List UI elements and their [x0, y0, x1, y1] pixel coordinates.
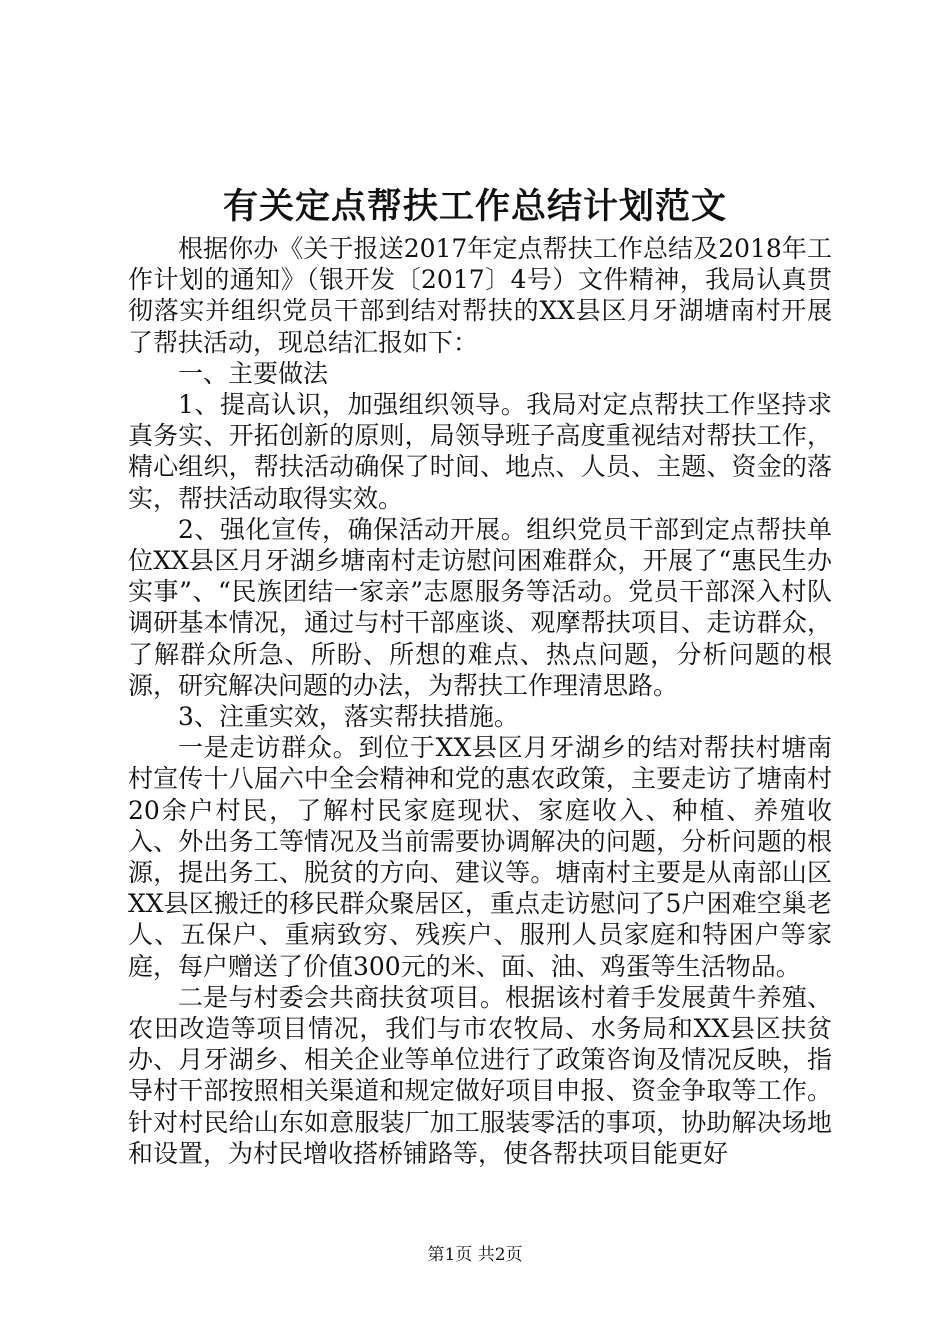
paragraph-poverty-projects: 二是与村委会共商扶贫项目。根据该村着手发展黄牛养殖、农田改造等项目情况，我们与市农牧局、水务局和XX县区扶贫办、月牙湖乡、相关企业等单位进行了政策咨询及情况反映，指导村干部按照相关渠道和规定做好项目申报、资金争取等工作。针对村民给山东如意服装厂加工服装零活的事项，协助解决场地和设置，为村民增收搭桥铺路等，使各帮扶项目能更好	[128, 982, 832, 1168]
paragraph-visit-villagers: 一是走访群众。到位于XX县区月牙湖乡的结对帮扶村塘南村宣传十八届六中全会精神和党的惠农政策，主要走访了塘南村20余户村民，了解村民家庭现状、家庭收入、种植、养殖收入、外出务工等情况及当前需要协调解决的问题，分析问题的根源，提出务工、脱贫的方向、建议等。塘南村主要是从南部山区XX县区搬迁的移民群众聚居区，重点走访慰问了5户困难空巢老人、五保户、重病致穷、残疾户、服刑人员家庭和特困户等家庭，每户赠送了价值300元的米、面、油、鸡蛋等生活物品。	[128, 733, 832, 981]
document-body	[128, 233, 832, 1169]
paragraph-item-1: 1、提高认识，加强组织领导。我局对定点帮扶工作坚持求真务实、开拓创新的原则，局领导班子高度重视结对帮扶工作，精心组织，帮扶活动确保了时间、地点、人员、主题、资金的落实，帮扶活动取得实效。	[128, 390, 832, 513]
document-title: 有关定点帮扶工作总结计划范文	[222, 186, 727, 227]
paragraph-item-2: 2、强化宣传，确保活动开展。组织党员干部到定点帮扶单位XX县区月牙湖乡塘南村走访慰问困难群众，开展了“惠民生办实事”、“民族团结一家亲”志愿服务等活动。党员干部深入村队调研基本情况，通过与村干部座谈、观摩帮扶项目、走访群众，了解群众所急、所盼、所想的难点、热点问题，分析问题的根源，研究解决问题的办法，为帮扶工作理清思路。	[128, 514, 832, 700]
section-heading-main-practices: 一、主要做法	[178, 358, 329, 388]
paragraph-intro: 根据你办《关于报送2017年定点帮扶工作总结及2018年工作计划的通知》（银开发〔2017〕4号）文件精神，我局认真贯彻落实并组织党员干部到结对帮扶的XX县区月牙湖塘南村开展了帮扶活动，现总结汇报如下：	[128, 234, 832, 357]
paragraph-item-3: 3、注重实效，落实帮扶措施。	[178, 702, 519, 732]
page-number-footer: 第1页 共2页	[427, 1245, 523, 1265]
